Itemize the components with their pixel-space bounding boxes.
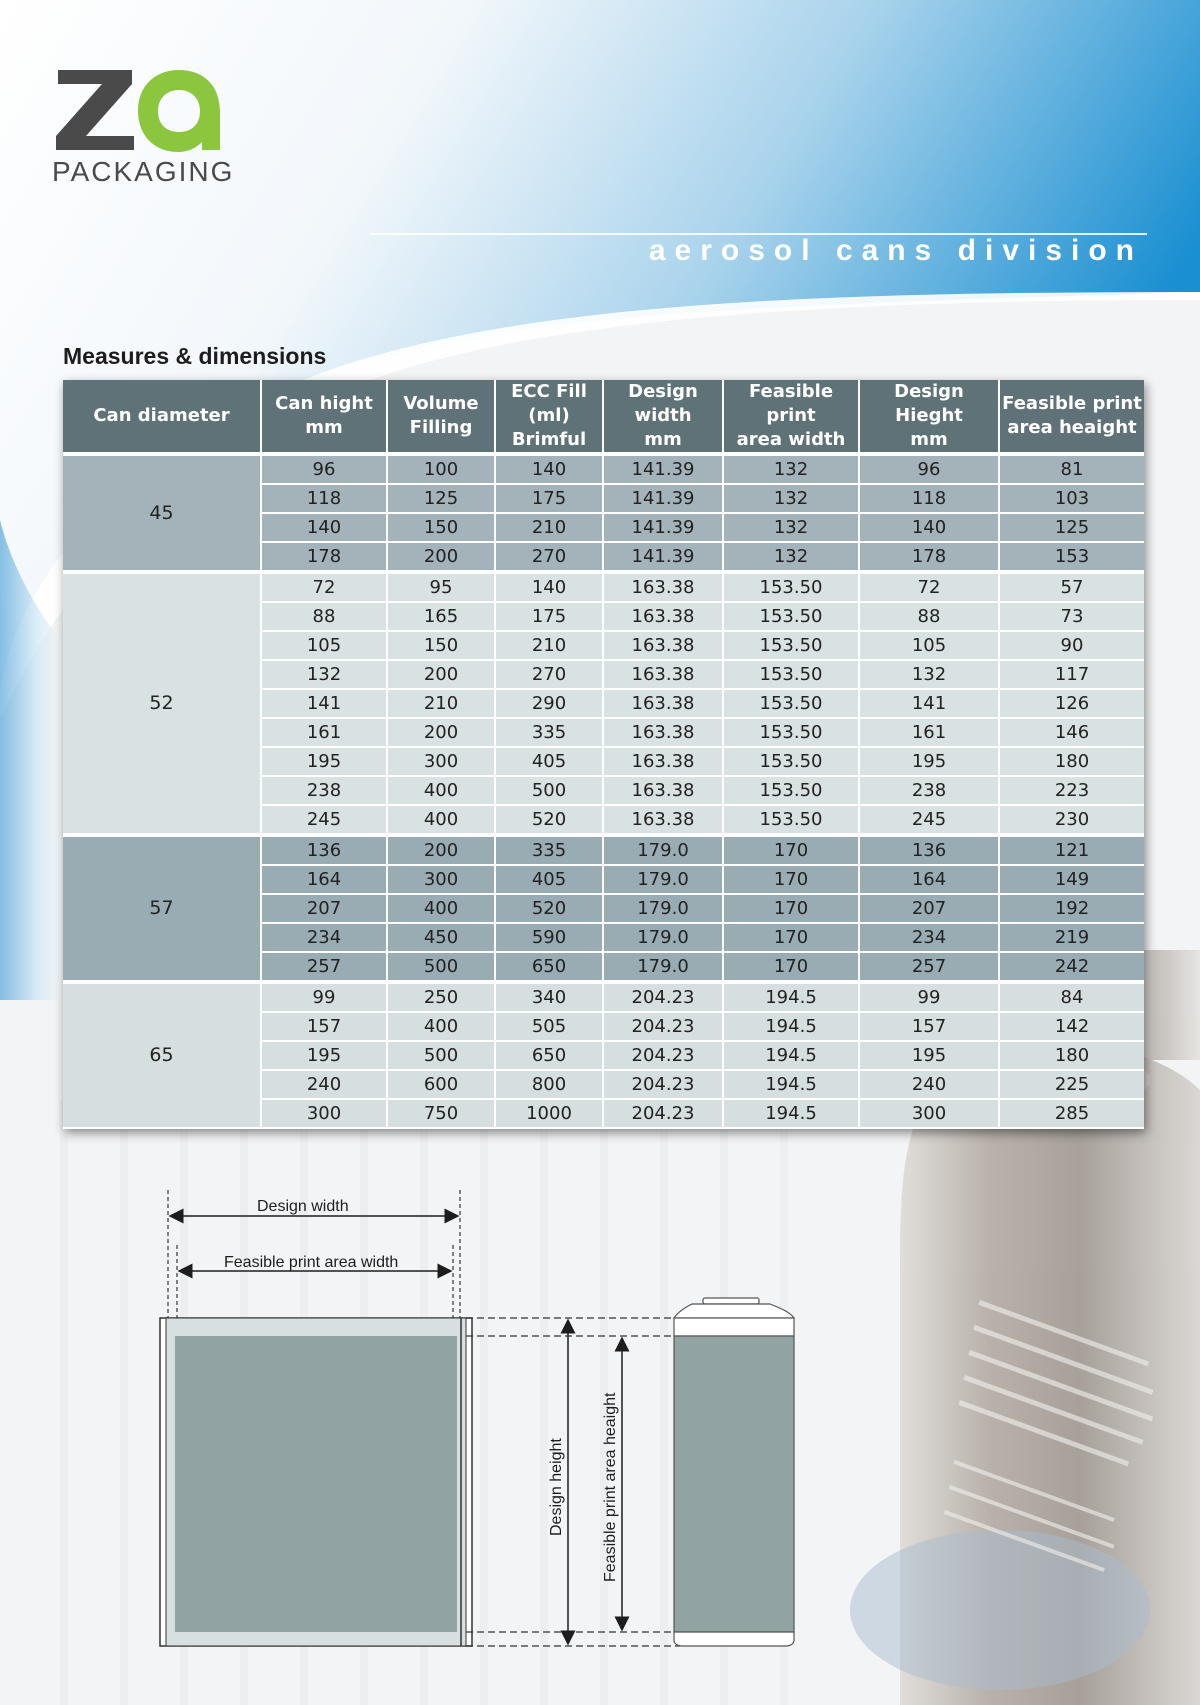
table-cell: 165 [387, 602, 495, 631]
table-cell: 72 [859, 572, 999, 602]
table-cell: 600 [387, 1070, 495, 1099]
table-cell: 153.50 [723, 805, 859, 835]
table-cell: 270 [495, 542, 603, 572]
table-cell: 590 [495, 923, 603, 952]
table-cell: 192 [999, 894, 1144, 923]
table-cell: 179.0 [603, 835, 723, 865]
table-cell: 210 [495, 631, 603, 660]
table-cell: 230 [999, 805, 1144, 835]
table-row [63, 835, 1144, 865]
table-cell: 505 [495, 1012, 603, 1041]
table-cell: 340 [495, 982, 603, 1012]
table-cell: 520 [495, 805, 603, 835]
table-cell: 500 [387, 1041, 495, 1070]
table-cell: 650 [495, 952, 603, 982]
table-cell: 180 [999, 1041, 1144, 1070]
table-cell: 175 [495, 602, 603, 631]
table-cell: 245 [261, 805, 387, 835]
table-cell: 121 [999, 835, 1144, 865]
brand-logo [52, 64, 235, 187]
table-cell: 163.38 [603, 747, 723, 776]
table-cell: 179.0 [603, 923, 723, 952]
table-cell: 149 [999, 865, 1144, 894]
header-volume-filling: Volume Filling [387, 380, 495, 454]
table-cell: 170 [723, 865, 859, 894]
table-cell: 140 [495, 454, 603, 484]
table-cell: 117 [999, 660, 1144, 689]
table-cell: 335 [495, 835, 603, 865]
header-can-diameter: Can diameter [63, 380, 261, 454]
table-cell: 161 [859, 718, 999, 747]
table-group-65 [63, 982, 1144, 1128]
table-cell: 240 [261, 1070, 387, 1099]
table-cell: 194.5 [723, 982, 859, 1012]
table-cell: 400 [387, 776, 495, 805]
table-cell: 200 [387, 542, 495, 572]
table-header-row [63, 380, 1144, 454]
can-diameter-cell: 65 [63, 982, 261, 1128]
division-title: aerosol cans division [648, 234, 1143, 267]
table-cell: 195 [261, 747, 387, 776]
table-cell: 161 [261, 718, 387, 747]
table-cell: 163.38 [603, 689, 723, 718]
table-cell: 204.23 [603, 1012, 723, 1041]
table-cell: 300 [859, 1099, 999, 1128]
table-cell: 132 [859, 660, 999, 689]
design-height-label: Design height [548, 1438, 565, 1536]
table-cell: 238 [261, 776, 387, 805]
table-cell: 150 [387, 631, 495, 660]
table-cell: 99 [859, 982, 999, 1012]
table-cell: 96 [261, 454, 387, 484]
table-cell: 400 [387, 1012, 495, 1041]
table-cell: 520 [495, 894, 603, 923]
table-cell: 250 [387, 982, 495, 1012]
feasible-width-label: Feasible print area width [224, 1254, 399, 1271]
table-cell: 195 [261, 1041, 387, 1070]
table-cell: 141.39 [603, 484, 723, 513]
header-design-height: Design Hieght mm [859, 380, 999, 454]
table-cell: 242 [999, 952, 1144, 982]
table-cell: 290 [495, 689, 603, 718]
can-diameter-cell: 45 [63, 454, 261, 572]
table-cell: 210 [495, 513, 603, 542]
table-cell: 153.50 [723, 572, 859, 602]
table-cell: 136 [261, 835, 387, 865]
table-group-45 [63, 454, 1144, 572]
table-cell: 164 [859, 865, 999, 894]
table-cell: 194.5 [723, 1041, 859, 1070]
table-cell: 84 [999, 982, 1144, 1012]
table-cell: 400 [387, 805, 495, 835]
table-cell: 335 [495, 718, 603, 747]
table-cell: 245 [859, 805, 999, 835]
table-cell: 132 [261, 660, 387, 689]
table-cell: 141.39 [603, 542, 723, 572]
design-width-label: Design width [257, 1198, 349, 1215]
table-cell: 240 [859, 1070, 999, 1099]
table-cell: 219 [999, 923, 1144, 952]
table-cell: 234 [261, 923, 387, 952]
table-cell: 300 [387, 865, 495, 894]
table-cell: 194.5 [723, 1012, 859, 1041]
table-cell: 405 [495, 747, 603, 776]
table-cell: 450 [387, 923, 495, 952]
table-cell: 105 [261, 631, 387, 660]
table-cell: 132 [723, 542, 859, 572]
table-cell: 170 [723, 952, 859, 982]
table-cell: 141.39 [603, 513, 723, 542]
table-cell: 146 [999, 718, 1144, 747]
table-cell: 204.23 [603, 1070, 723, 1099]
table-cell: 223 [999, 776, 1144, 805]
table-cell: 207 [859, 894, 999, 923]
table-cell: 81 [999, 454, 1144, 484]
table-cell: 141 [859, 689, 999, 718]
table-cell: 153.50 [723, 718, 859, 747]
section-title: Measures & dimensions [63, 343, 327, 369]
table-cell: 96 [859, 454, 999, 484]
table-cell: 88 [261, 602, 387, 631]
table-cell: 140 [261, 513, 387, 542]
table-cell: 153 [999, 542, 1144, 572]
table-cell: 153.50 [723, 776, 859, 805]
table-row [63, 454, 1144, 484]
table-cell: 118 [859, 484, 999, 513]
table-cell: 500 [495, 776, 603, 805]
table-cell: 99 [261, 982, 387, 1012]
table-cell: 105 [859, 631, 999, 660]
table-cell: 200 [387, 718, 495, 747]
header-can-height: Can hight mm [261, 380, 387, 454]
table-cell: 153.50 [723, 660, 859, 689]
table-cell: 153.50 [723, 689, 859, 718]
table-cell: 132 [723, 513, 859, 542]
table-cell: 179.0 [603, 894, 723, 923]
dimensions-table-container [63, 380, 1144, 1129]
table-cell: 207 [261, 894, 387, 923]
table-cell: 257 [261, 952, 387, 982]
table-cell: 141.39 [603, 454, 723, 484]
table-cell: 200 [387, 835, 495, 865]
table-cell: 140 [859, 513, 999, 542]
header-feasible-print-width: Feasible print area width [723, 380, 859, 454]
table-cell: 153.50 [723, 602, 859, 631]
header-design-width: Design width mm [603, 380, 723, 454]
table-cell: 164 [261, 865, 387, 894]
table-cell: 125 [999, 513, 1144, 542]
table-cell: 400 [387, 894, 495, 923]
table-cell: 178 [859, 542, 999, 572]
table-cell: 126 [999, 689, 1144, 718]
table-cell: 300 [387, 747, 495, 776]
table-cell: 225 [999, 1070, 1144, 1099]
table-cell: 140 [495, 572, 603, 602]
table-cell: 285 [999, 1099, 1144, 1128]
dimensions-table [63, 380, 1144, 1129]
table-cell: 178 [261, 542, 387, 572]
table-cell: 103 [999, 484, 1144, 513]
table-cell: 204.23 [603, 1099, 723, 1128]
table-cell: 72 [261, 572, 387, 602]
table-cell: 500 [387, 952, 495, 982]
table-cell: 141 [261, 689, 387, 718]
table-cell: 170 [723, 894, 859, 923]
table-cell: 163.38 [603, 805, 723, 835]
table-cell: 270 [495, 660, 603, 689]
table-group-57 [63, 835, 1144, 982]
table-group-52 [63, 572, 1144, 835]
table-cell: 195 [859, 1041, 999, 1070]
table-cell: 210 [387, 689, 495, 718]
table-cell: 100 [387, 454, 495, 484]
table-cell: 234 [859, 923, 999, 952]
table-cell: 132 [723, 484, 859, 513]
table-row [63, 982, 1144, 1012]
za-logo-mark [52, 64, 222, 154]
table-cell: 175 [495, 484, 603, 513]
table-cell: 194.5 [723, 1099, 859, 1128]
table-cell: 95 [387, 572, 495, 602]
table-cell: 73 [999, 602, 1144, 631]
table-cell: 150 [387, 513, 495, 542]
table-cell: 90 [999, 631, 1144, 660]
table-cell: 88 [859, 602, 999, 631]
table-cell: 163.38 [603, 572, 723, 602]
table-cell: 179.0 [603, 865, 723, 894]
table-cell: 125 [387, 484, 495, 513]
feasible-height-label: Feasible print area heaight [602, 1392, 619, 1582]
table-cell: 163.38 [603, 718, 723, 747]
header-feasible-print-height: Feasible print area heaight [999, 380, 1144, 454]
table-cell: 257 [859, 952, 999, 982]
can-diameter-cell: 57 [63, 835, 261, 982]
table-cell: 163.38 [603, 602, 723, 631]
logo-subtitle: PACKAGING [52, 156, 235, 187]
can-diameter-cell: 52 [63, 572, 261, 835]
table-cell: 170 [723, 923, 859, 952]
header-ecc-brimful: ECC Fill (ml) Brimful [495, 380, 603, 454]
table-cell: 157 [859, 1012, 999, 1041]
table-cell: 136 [859, 835, 999, 865]
table-cell: 163.38 [603, 660, 723, 689]
table-cell: 132 [723, 454, 859, 484]
table-cell: 300 [261, 1099, 387, 1128]
table-cell: 204.23 [603, 1041, 723, 1070]
table-cell: 750 [387, 1099, 495, 1128]
table-cell: 153.50 [723, 747, 859, 776]
table-cell: 153.50 [723, 631, 859, 660]
table-cell: 142 [999, 1012, 1144, 1041]
table-cell: 800 [495, 1070, 603, 1099]
table-row [63, 572, 1144, 602]
table-cell: 650 [495, 1041, 603, 1070]
table-cell: 163.38 [603, 631, 723, 660]
table-cell: 405 [495, 865, 603, 894]
table-cell: 57 [999, 572, 1144, 602]
table-cell: 170 [723, 835, 859, 865]
table-cell: 194.5 [723, 1070, 859, 1099]
table-cell: 1000 [495, 1099, 603, 1128]
table-cell: 118 [261, 484, 387, 513]
table-cell: 179.0 [603, 952, 723, 982]
table-cell: 195 [859, 747, 999, 776]
table-cell: 157 [261, 1012, 387, 1041]
table-cell: 204.23 [603, 982, 723, 1012]
table-cell: 163.38 [603, 776, 723, 805]
table-cell: 200 [387, 660, 495, 689]
table-cell: 180 [999, 747, 1144, 776]
table-cell: 238 [859, 776, 999, 805]
